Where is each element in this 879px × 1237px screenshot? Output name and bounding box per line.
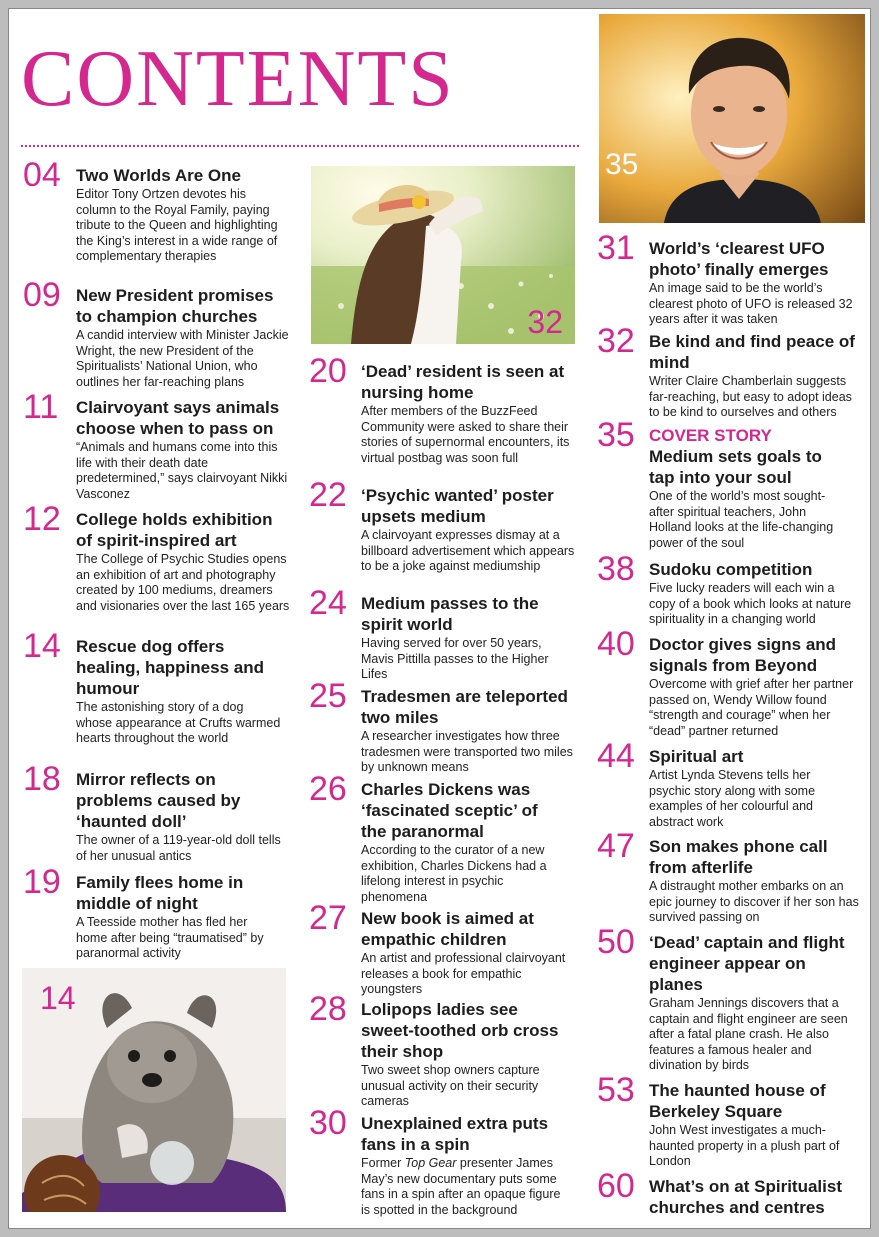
page-number: 47	[597, 827, 635, 865]
entry-headline: Two Worlds Are One	[76, 166, 241, 185]
entry-description: “Animals and humans come into this life with their death date predetermined,” says clairvoyant Nikki Vasconez	[76, 440, 288, 501]
entry-headline: Clairvoyant says animals choose when to pass on	[76, 398, 280, 438]
dog-photo[interactable]	[22, 968, 286, 1212]
page-number: 11	[23, 388, 59, 426]
page-number: 40	[597, 625, 635, 663]
entry-description: A clairvoyant expresses dismay at a billboard advertisement which appears to be a joke against mediumship	[361, 528, 575, 573]
desc-post: presenter James May’s new documentary puts some fans in a spin after an opaque figure is spotted in the background	[361, 1156, 561, 1217]
page-number: 28	[309, 990, 347, 1028]
page-title: CONTENTS	[21, 35, 455, 123]
entry-headline: Medium sets goals to tap into your soul	[649, 447, 822, 487]
page-number: 60	[597, 1167, 635, 1205]
page-number: 44	[597, 737, 635, 775]
entry-headline: Doctor gives signs and signals from Beyond	[649, 635, 837, 675]
entry-description: Having served for over 50 years, Mavis Pittilla passes to the Higher Lifes	[361, 636, 549, 681]
entry-description: Writer Claire Chamberlain suggests far-reaching, but easy to adopt ideas to be kind to ourselves and others	[649, 374, 852, 419]
entry-description: Five lucky readers will each win a copy of a book which looks at nature spirituality in a changing world	[649, 581, 852, 626]
cover-story-tag: COVER STORY	[649, 426, 772, 445]
page-number: 24	[309, 584, 347, 622]
man-portrait-illustration	[599, 14, 865, 223]
entry-description: The College of Psychic Studies opens an exhibition of art and photography created by 100 mediums, dreamers and visionaries over the last 165 years	[76, 552, 290, 613]
entry-description: A candid interview with Minister Jackie Wright, the new President of the Spiritualists’ National Union, who outlines her far-reaching plans	[76, 328, 289, 389]
page-number: 19	[23, 863, 61, 901]
page-number: 25	[309, 677, 347, 715]
page-number: 27	[309, 899, 347, 937]
page-number: 20	[309, 352, 347, 390]
entry-description: A distraught mother embarks on an epic journey to discover if her son has survived passing on	[649, 879, 859, 924]
dotted-divider	[21, 145, 579, 147]
cover-man-photo[interactable]	[599, 14, 865, 223]
entry-description: Graham Jennings discovers that a captain and flight engineer are seen after a fatal plane crash. He also features a famous healer and divination by birds	[649, 996, 848, 1072]
entry-description: The astonishing story of a dog whose appearance at Crufts warmed hearts throughout the world	[76, 700, 281, 745]
entry-description: John West investigates a much-haunted property in a plush part of London	[649, 1123, 840, 1168]
entry-description: An image said to be the world’s clearest photo of UFO is released 32 years after it was taken	[649, 281, 853, 326]
entry-description: Artist Lynda Stevens tells her psychic story along with some examples of her colourful and abstract work	[649, 768, 816, 829]
desc-emphasis: Top Gear	[404, 1156, 457, 1170]
photo-page-label-35: 35	[605, 148, 639, 181]
entry-headline: New President promises to champion churches	[76, 286, 274, 326]
page-number: 53	[597, 1071, 635, 1109]
entry-description: A researcher investigates how three tradesmen were transported two miles by unknown means	[361, 729, 573, 774]
entry-headline: Charles Dickens was ‘fascinated sceptic’ of the paranormal	[361, 780, 538, 841]
contents-page	[8, 8, 871, 1229]
entry-headline: The haunted house of Berkeley Square	[649, 1081, 826, 1121]
page-number: 14	[23, 627, 61, 665]
desc-pre: Former	[361, 1156, 405, 1170]
entry-description: Editor Tony Ortzen devotes his column to the Royal Family, paying tribute to the Queen and highlighting the King’s interest in a wide range of complementary therapies	[76, 187, 278, 263]
entry-headline: Sudoku competition	[649, 560, 813, 579]
entry-description: One of the world’s most sought-after spiritual teachers, John Holland looks at the life-changing power of the soul	[649, 489, 834, 550]
page-number: 18	[23, 760, 61, 798]
entry-description: After members of the BuzzFeed Community were asked to share their stories of supernormal encounters, its virtual postbag was soon full	[361, 404, 570, 465]
page-number: 04	[23, 156, 61, 194]
page-number: 50	[597, 923, 635, 961]
entry-headline: Be kind and find peace of mind	[649, 332, 855, 372]
entry-description: According to the curator of a new exhibition, Charles Dickens had a lifelong interest in psychic phenomena	[361, 843, 547, 904]
page-number: 09	[23, 276, 61, 314]
entry-headline: ‘Dead’ resident is seen at nursing home	[361, 362, 565, 402]
entry-description: Overcome with grief after her partner passed on, Wendy Willow found “strength and courage” when her “dead” partner returned	[649, 677, 854, 738]
entry-headline: What’s on at Spiritualist churches and centres	[649, 1177, 842, 1217]
photo-page-label-14: 14	[40, 980, 76, 1016]
page-number: 31	[597, 229, 635, 267]
entry-description	[361, 1156, 571, 1218]
entry-headline: Family flees home in middle of night	[76, 873, 244, 913]
page-number: 22	[309, 476, 347, 514]
page-number: 32	[597, 322, 635, 360]
entry-headline: World’s ‘clearest UFO photo’ finally emerges	[649, 239, 829, 279]
entry-description: Two sweet shop owners capture unusual activity on their security cameras	[361, 1063, 540, 1108]
entry-headline: College holds exhibition of spirit-inspired art	[76, 510, 273, 550]
entry-headline: Son makes phone call from afterlife	[649, 837, 828, 877]
page-number: 35	[597, 416, 635, 454]
entry-headline: Tradesmen are teleported two miles	[361, 687, 568, 727]
entry-headline: ‘Dead’ captain and flight engineer appear on planes	[649, 933, 845, 994]
photo-page-label-32: 32	[527, 304, 563, 340]
entry-headline: Spiritual art	[649, 747, 744, 766]
entry-description: A Teesside mother has fled her home after being “traumatised” by paranormal activity	[76, 915, 264, 960]
page-number: 38	[597, 550, 635, 588]
entry-headline: Medium passes to the spirit world	[361, 594, 539, 634]
entry-headline: New book is aimed at empathic children	[361, 909, 534, 949]
page-number: 26	[309, 770, 347, 808]
hat-woman-photo[interactable]	[311, 166, 575, 344]
entry-headline: Lolipops ladies see sweet-toothed orb cross their shop	[361, 1000, 559, 1061]
page-number: 12	[23, 500, 61, 538]
entry-headline: Unexplained extra puts fans in a spin	[361, 1114, 549, 1154]
entry-headline: Rescue dog offers healing, happiness and humour	[76, 637, 264, 698]
entry-description: The owner of a 119-year-old doll tells of her unusual antics	[76, 833, 281, 863]
page-number: 30	[309, 1104, 347, 1142]
entry-headline: ‘Psychic wanted’ poster upsets medium	[361, 486, 554, 526]
entry-description: An artist and professional clairvoyant releases a book for empathic youngsters	[361, 951, 566, 996]
entry-headline: Mirror reflects on problems caused by ‘haunted doll’	[76, 770, 241, 831]
